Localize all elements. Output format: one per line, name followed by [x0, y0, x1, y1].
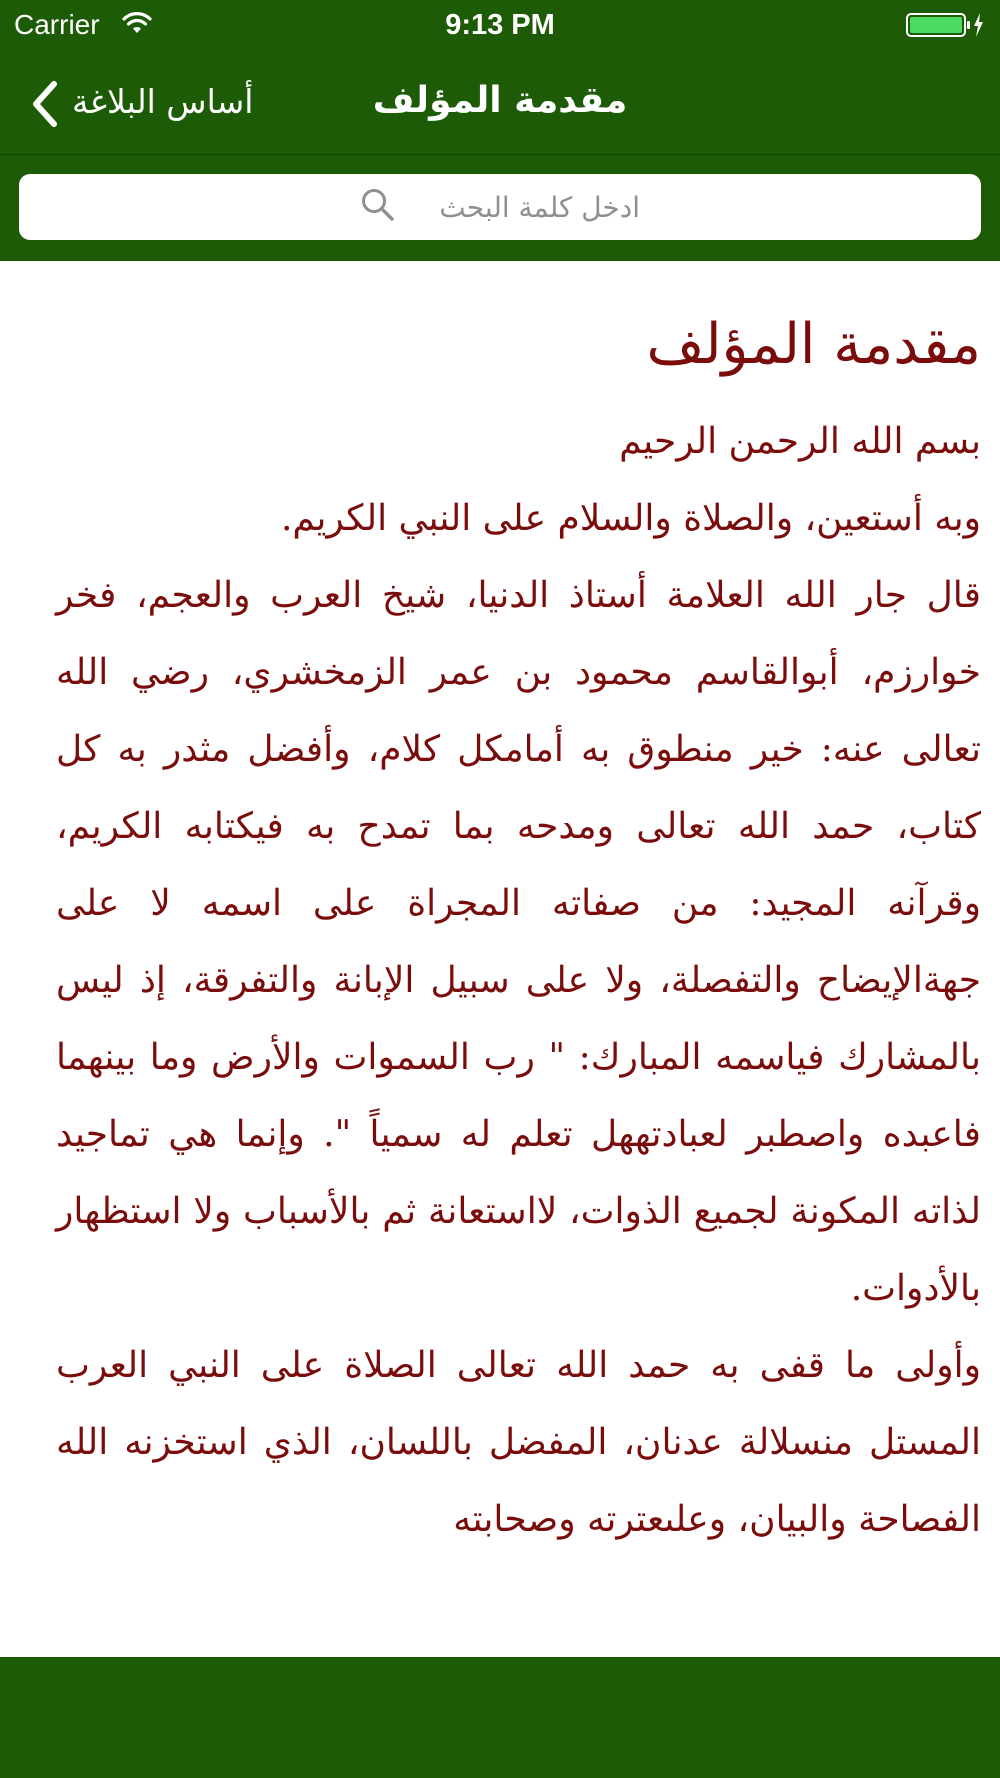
page-title: مقدمة المؤلف [372, 80, 628, 121]
search-icon [360, 187, 396, 227]
bottom-bar [0, 1657, 1000, 1778]
content-article [56, 299, 981, 1558]
status-bar [0, 0, 1000, 50]
paragraph-opening: وبه أستعين، والصلاة والسلام على النبي الكريم. [280, 498, 981, 539]
search-input[interactable] [410, 191, 640, 224]
paragraph-basmala: بسم الله الرحمن الرحيم [619, 421, 981, 462]
navigation-bar [0, 50, 1000, 155]
back-button-label: أساس البلاغة [72, 82, 254, 121]
content-scroll-view[interactable] [0, 261, 1000, 1657]
content-title: مقدمة المؤلف [646, 312, 981, 377]
battery-charging-icon [906, 11, 986, 39]
paragraph-introduction: قال جار الله العلامة أستاذ الدنيا، شيخ العرب والعجم، فخر خوارزم، أبوالقاسم محمود بن عمر الزمخشري، رضي الله تعالى عنه: خير منطوق به أمامكل كلام، وأفضل مثدر به كل كتاب، حمد الله تعالى ومدحه بما تمدح به فيكتابه الكريم، وقرآنه المجيد: من صفاته المجراة على اسمه لا على جهةالإيضاح والتفصلة، ولا على سبيل الإبانة والتفرقة، إذ ليس بالمشارك فياسمه المبارك: " رب السموات والأرض وما بينهما فاعبده واصطبر لعبادتههل تعلم له سمياً ". وإنما هي تماجيد لذاته المكونة لجميع الذوات، لااستعانة ثم بالأسباب ولا استظهار بالأدوات. [56, 575, 981, 1309]
search-field[interactable] [19, 174, 981, 240]
status-time: 9:13 PM [445, 9, 555, 41]
search-bar [0, 155, 1000, 261]
paragraph-prayer: وأولى ما قفى به حمد الله تعالى الصلاة على النبي العرب المستل منسلالة عدنان، المفضل باللسان، الذي استخزنه الله الفصاحة والبيان، وعلىعترته وصحابته [56, 1345, 981, 1540]
carrier-label: Carrier [14, 9, 100, 40]
